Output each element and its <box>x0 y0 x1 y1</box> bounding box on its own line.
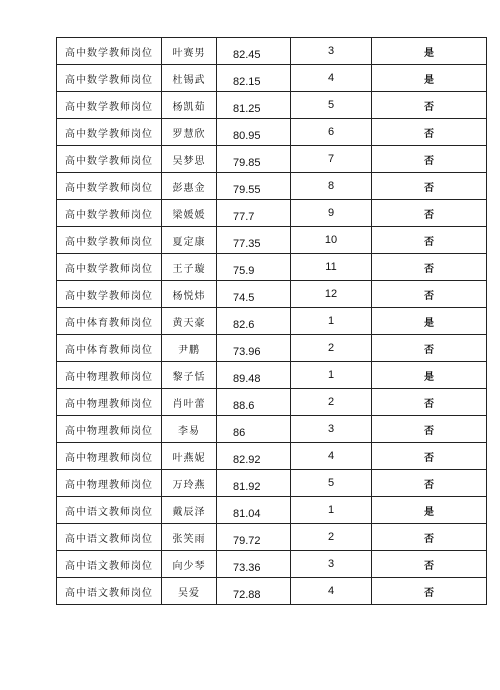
score-cell: 77.35 <box>217 227 291 254</box>
score-cell: 88.6 <box>217 389 291 416</box>
position-cell: 高中数学教师岗位 <box>57 281 162 308</box>
name-cell: 戴辰泽 <box>162 497 217 524</box>
name-cell: 梁媛媛 <box>162 200 217 227</box>
table-row <box>57 281 487 308</box>
table-row <box>57 38 487 65</box>
result-cell: 是 <box>372 38 487 65</box>
position-cell: 高中物理教师岗位 <box>57 389 162 416</box>
name-cell: 叶燕妮 <box>162 443 217 470</box>
name-cell: 夏定康 <box>162 227 217 254</box>
score-cell: 81.25 <box>217 92 291 119</box>
table-row <box>57 470 487 497</box>
position-cell: 高中数学教师岗位 <box>57 146 162 173</box>
name-cell: 李易 <box>162 416 217 443</box>
result-cell: 否 <box>372 146 487 173</box>
score-cell: 79.55 <box>217 173 291 200</box>
rank-cell: 11 <box>291 254 372 281</box>
name-cell: 肖叶蕾 <box>162 389 217 416</box>
position-cell: 高中数学教师岗位 <box>57 173 162 200</box>
result-cell: 否 <box>372 416 487 443</box>
position-cell: 高中物理教师岗位 <box>57 416 162 443</box>
table-row <box>57 335 487 362</box>
table-row <box>57 551 487 578</box>
score-cell: 82.6 <box>217 308 291 335</box>
rank-cell: 4 <box>291 443 372 470</box>
rank-cell: 4 <box>291 578 372 605</box>
rank-cell: 7 <box>291 146 372 173</box>
score-cell: 75.9 <box>217 254 291 281</box>
name-cell: 黄天豪 <box>162 308 217 335</box>
position-cell: 高中数学教师岗位 <box>57 227 162 254</box>
table-row <box>57 443 487 470</box>
rank-cell: 5 <box>291 470 372 497</box>
result-cell: 是 <box>372 497 487 524</box>
name-cell: 尹鹏 <box>162 335 217 362</box>
rank-cell: 2 <box>291 389 372 416</box>
position-cell: 高中数学教师岗位 <box>57 119 162 146</box>
result-cell: 否 <box>372 551 487 578</box>
name-cell: 杨凯茹 <box>162 92 217 119</box>
result-cell: 否 <box>372 227 487 254</box>
score-cell: 72.88 <box>217 578 291 605</box>
rank-cell: 2 <box>291 524 372 551</box>
name-cell: 叶赛男 <box>162 38 217 65</box>
position-cell: 高中物理教师岗位 <box>57 443 162 470</box>
position-cell: 高中数学教师岗位 <box>57 38 162 65</box>
table-row <box>57 146 487 173</box>
table-row <box>57 578 487 605</box>
result-cell: 否 <box>372 470 487 497</box>
table-row <box>57 92 487 119</box>
name-cell: 王子璇 <box>162 254 217 281</box>
score-cell: 89.48 <box>217 362 291 389</box>
name-cell: 罗慧欣 <box>162 119 217 146</box>
result-cell: 是 <box>372 308 487 335</box>
results-table <box>56 37 487 605</box>
table-row <box>57 119 487 146</box>
position-cell: 高中数学教师岗位 <box>57 65 162 92</box>
score-cell: 74.5 <box>217 281 291 308</box>
score-cell: 81.04 <box>217 497 291 524</box>
table-row <box>57 416 487 443</box>
rank-cell: 4 <box>291 65 372 92</box>
result-cell: 否 <box>372 335 487 362</box>
score-cell: 82.15 <box>217 65 291 92</box>
result-cell: 否 <box>372 92 487 119</box>
table-row <box>57 308 487 335</box>
table-row <box>57 362 487 389</box>
table-row <box>57 389 487 416</box>
table-row <box>57 524 487 551</box>
name-cell: 彭惠金 <box>162 173 217 200</box>
rank-cell: 12 <box>291 281 372 308</box>
table-row <box>57 200 487 227</box>
position-cell: 高中物理教师岗位 <box>57 362 162 389</box>
rank-cell: 1 <box>291 362 372 389</box>
score-cell: 79.85 <box>217 146 291 173</box>
score-cell: 73.36 <box>217 551 291 578</box>
position-cell: 高中语文教师岗位 <box>57 551 162 578</box>
table-row <box>57 497 487 524</box>
name-cell: 吴梦思 <box>162 146 217 173</box>
name-cell: 杨悦炜 <box>162 281 217 308</box>
results-table-body <box>57 38 487 605</box>
score-cell: 77.7 <box>217 200 291 227</box>
name-cell: 黎子恬 <box>162 362 217 389</box>
name-cell: 吴爱 <box>162 578 217 605</box>
position-cell: 高中语文教师岗位 <box>57 524 162 551</box>
score-cell: 82.92 <box>217 443 291 470</box>
score-cell: 82.45 <box>217 38 291 65</box>
result-cell: 否 <box>372 119 487 146</box>
score-cell: 86 <box>217 416 291 443</box>
position-cell: 高中语文教师岗位 <box>57 578 162 605</box>
rank-cell: 5 <box>291 92 372 119</box>
rank-cell: 9 <box>291 200 372 227</box>
result-cell: 是 <box>372 362 487 389</box>
rank-cell: 8 <box>291 173 372 200</box>
table-row <box>57 254 487 281</box>
rank-cell: 3 <box>291 416 372 443</box>
rank-cell: 1 <box>291 308 372 335</box>
result-cell: 否 <box>372 173 487 200</box>
name-cell: 杜锡武 <box>162 65 217 92</box>
score-cell: 73.96 <box>217 335 291 362</box>
rank-cell: 3 <box>291 551 372 578</box>
rank-cell: 2 <box>291 335 372 362</box>
result-cell: 否 <box>372 389 487 416</box>
score-cell: 80.95 <box>217 119 291 146</box>
result-cell: 否 <box>372 254 487 281</box>
results-sheet <box>56 37 487 605</box>
table-row <box>57 65 487 92</box>
result-cell: 否 <box>372 443 487 470</box>
rank-cell: 1 <box>291 497 372 524</box>
position-cell: 高中物理教师岗位 <box>57 470 162 497</box>
result-cell: 否 <box>372 200 487 227</box>
result-cell: 否 <box>372 281 487 308</box>
table-row <box>57 227 487 254</box>
rank-cell: 6 <box>291 119 372 146</box>
rank-cell: 3 <box>291 38 372 65</box>
result-cell: 否 <box>372 524 487 551</box>
position-cell: 高中体育教师岗位 <box>57 335 162 362</box>
name-cell: 万玲燕 <box>162 470 217 497</box>
result-cell: 是 <box>372 65 487 92</box>
table-row <box>57 173 487 200</box>
result-cell: 否 <box>372 578 487 605</box>
position-cell: 高中数学教师岗位 <box>57 92 162 119</box>
position-cell: 高中体育教师岗位 <box>57 308 162 335</box>
name-cell: 张笑雨 <box>162 524 217 551</box>
score-cell: 79.72 <box>217 524 291 551</box>
position-cell: 高中语文教师岗位 <box>57 497 162 524</box>
position-cell: 高中数学教师岗位 <box>57 254 162 281</box>
score-cell: 81.92 <box>217 470 291 497</box>
position-cell: 高中数学教师岗位 <box>57 200 162 227</box>
rank-cell: 10 <box>291 227 372 254</box>
name-cell: 向少琴 <box>162 551 217 578</box>
